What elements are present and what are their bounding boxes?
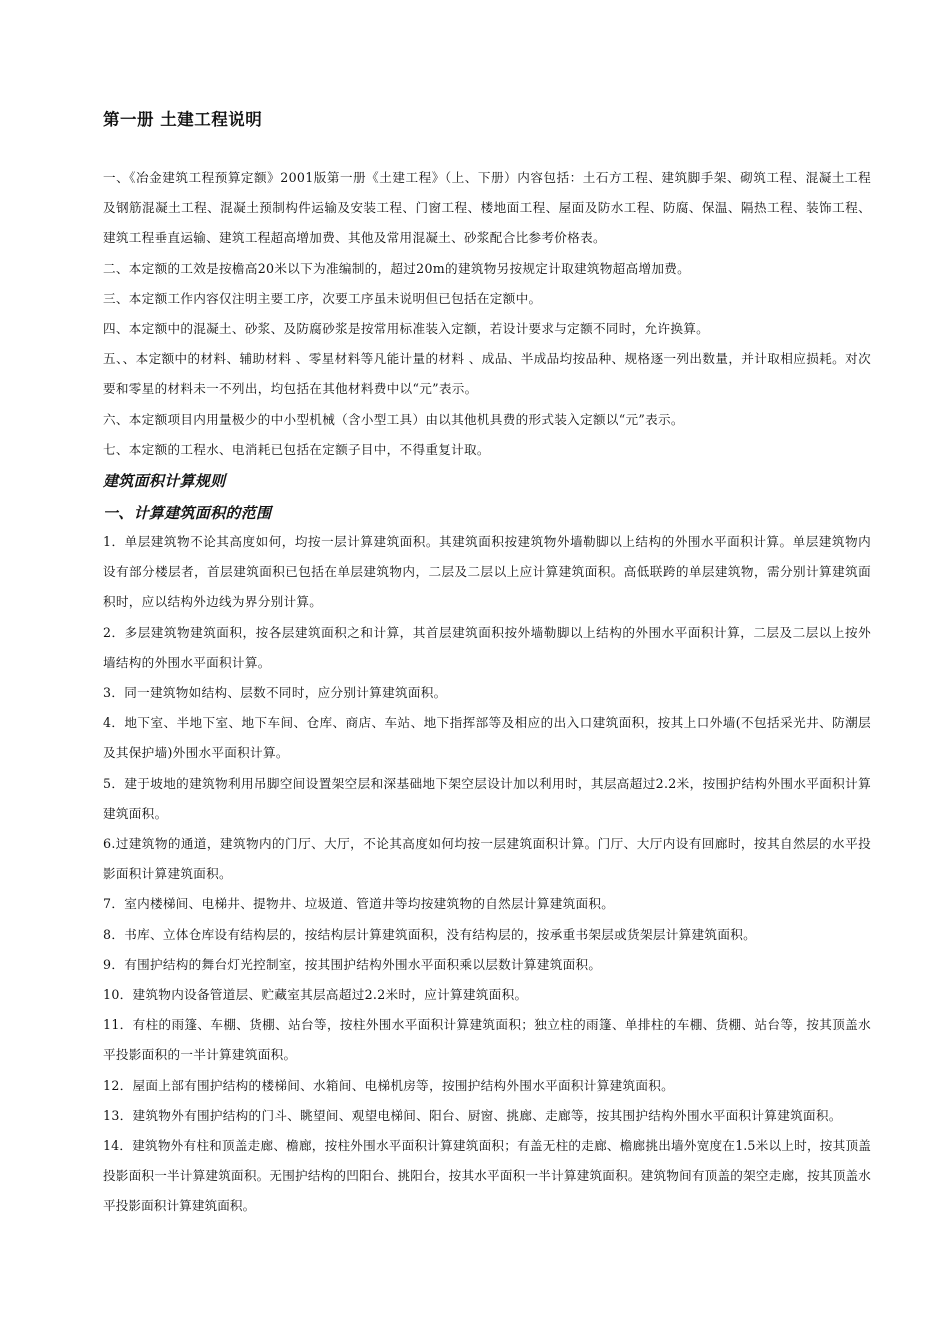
intro-paragraph-6: 六、本定额项目内用量极少的中小型机械（含小型工具）由以其他机具费的形式装入定额以“元”表示。 — [103, 411, 684, 427]
document-title: 第一册 土建工程说明 — [103, 110, 263, 129]
rule-13: 13．建筑物外有围护结构的门斗、眺望间、观望电梯间、阳台、厨窗、挑廊、走廊等，按其围护结构外围水平面积计算建筑面积。 — [103, 1107, 842, 1123]
rule-8: 8．书库、立体仓库设有结构层的，按结构层计算建筑面积，没有结构层的，按承重书架层或货架层计算建筑面积。 — [103, 926, 756, 942]
intro-section — [103, 163, 871, 465]
section-heading: 建筑面积计算规则 — [103, 472, 226, 490]
rule-4: 4．地下室、半地下室、地下车间、仓库、商店、车站、地下指挥部等及相应的出入口建筑面积，按其上口外墙(不包括采光井、防潮层及其保护墙)外围水平面积计算。 — [103, 715, 871, 761]
rule-11: 11．有柱的雨篷、车棚、货棚、站台等，按柱外围水平面积计算建筑面积；独立柱的雨篷、单排柱的车棚、货棚、站台等，按其顶盖水平投影面积的一半计算建筑面积。 — [103, 1017, 871, 1063]
rule-5: 5．建于坡地的建筑物利用吊脚空间设置架空层和深基础地下架空层设计加以利用时，其层高超过2.2米，按围护结构外围水平面积计算建筑面积。 — [103, 775, 871, 821]
rule-12: 12．屋面上部有围护结构的楼梯间、水箱间、电梯机房等，按围护结构外围水平面积计算建筑面积。 — [103, 1077, 675, 1093]
rule-6: 6.过建筑物的通道，建筑物内的门厅、大厅，不论其高度如何均按一层建筑面积计算。门厅、大厅内设有回廊时，按其自然层的水平投影面积计算建筑面积。 — [103, 836, 871, 882]
subsection-heading: 一、计算建筑面积的范围 — [103, 504, 272, 522]
rules-section — [103, 527, 871, 1222]
intro-paragraph-4: 四、本定额中的混凝土、砂浆、及防腐砂浆是按常用标准装入定额，若设计要求与定额不同时，允许换算。 — [103, 321, 710, 337]
intro-paragraph-1: 一、《冶金建筑工程预算定额》2001版第一册《土建工程》（上、下册）内容包括：土石方工程、建筑脚手架、砌筑工程、混凝土工程及钢筋混凝土工程、混凝土预制构件运输及安装工程、门窗工程、楼地面工程、屋面及防水工程、防腐、保温、隔热工程、装饰工程、建筑工程垂直运输、建筑工程超高增加费、其他及常用混凝土、砂浆配合比参考价格表。 — [103, 170, 871, 246]
rule-10: 10．建筑物内设备管道层、贮藏室其层高超过2.2米时，应计算建筑面积。 — [103, 987, 528, 1003]
rule-1: 1．单层建筑物不论其高度如何，均按一层计算建筑面积。其建筑面积按建筑物外墙勒脚以上结构的外围水平面积计算。单层建筑物内设有部分楼层者，首层建筑面积已包括在单层建筑物内，二层及二层以上应计算建筑面积。高低联跨的单层建筑物，需分别计算建筑面积时，应以结构外边线为界分别计算。 — [103, 534, 871, 610]
rule-3: 3．同一建筑物如结构、层数不同时，应分别计算建筑面积。 — [103, 685, 447, 701]
rule-7: 7．室内楼梯间、电梯井、提物井、垃圾道、管道井等均按建筑物的自然层计算建筑面积。 — [103, 896, 615, 912]
intro-paragraph-5: 五、、本定额中的材料、辅助材料 、零星材料等凡能计量的材料 、成品、半成品均按品种、规格逐一列出数量，并计取相应损耗。对次要和零星的材料未一不列出，均包括在其他材料费中以“元”表示。 — [103, 351, 871, 397]
rule-2: 2．多层建筑物建筑面积，按各层建筑面积之和计算，其首层建筑面积按外墙勒脚以上结构的外围水平面积计算，二层及二层以上按外墙结构的外围水平面积计算。 — [103, 624, 871, 670]
intro-paragraph-7: 七、本定额的工程水、电消耗已包括在定额子目中，不得重复计取。 — [103, 441, 490, 457]
intro-paragraph-2: 二、本定额的工效是按檐高20米以下为准编制的，超过20m的建筑物另按规定计取建筑物超高增加费。 — [103, 260, 691, 276]
rule-14: 14．建筑物外有柱和顶盖走廊、檐廊，按柱外围水平面积计算建筑面积；有盖无柱的走廊、檐廊挑出墙外宽度在1.5米以上时，按其顶盖投影面积一半计算建筑面积。无围护结构的凹阳台、挑阳台，按其水平面积一半计算建筑面积。建筑物间有顶盖的架空走廊，按其顶盖水平投影面积计算建筑面积。 — [103, 1138, 871, 1214]
intro-paragraph-3: 三、本定额工作内容仅注明主要工序，次要工序虽未说明但已包括在定额中。 — [103, 290, 542, 306]
rule-9: 9．有围护结构的舞台灯光控制室，按其围护结构外围水平面积乘以层数计算建筑面积。 — [103, 956, 602, 972]
